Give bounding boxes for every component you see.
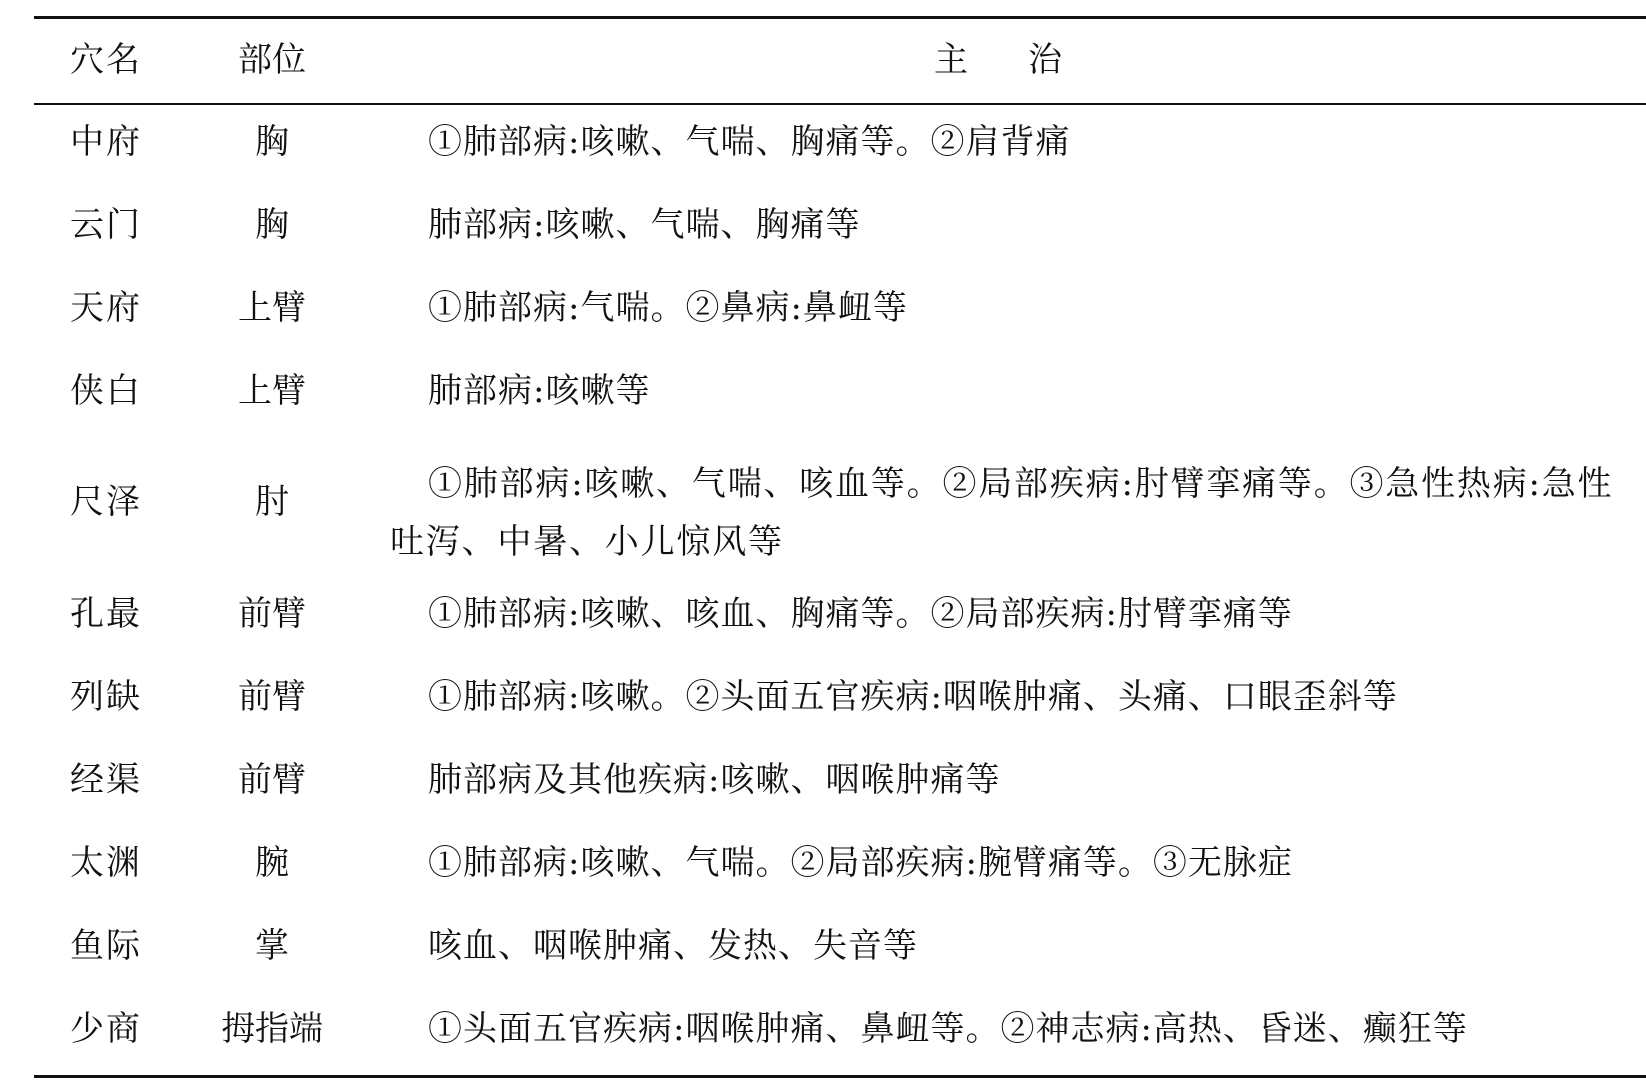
point-name: 少商 [70, 1008, 142, 1049]
table-row [34, 577, 1646, 660]
table-row [34, 992, 1646, 1075]
point-indications: 咳血、咽喉肿痛、发热、失音等 [428, 925, 918, 966]
table-header-row [34, 19, 1646, 103]
point-indications: ①肺部病:气喘。②鼻病:鼻衄等 [428, 287, 908, 328]
point-name: 云门 [70, 204, 142, 245]
point-location: 前臂 [238, 759, 306, 800]
point-location: 拇指端 [221, 1008, 323, 1049]
table-row [34, 437, 1646, 577]
point-indications: ①肺部病:咳嗽、咳血、胸痛等。②局部疾病:肘臂挛痛等 [428, 593, 1293, 634]
point-location: 上臂 [238, 370, 306, 411]
point-indications: ①肺部病:咳嗽。②头面五官疾病:咽喉肿痛、头痛、口眼歪斜等 [428, 676, 1398, 717]
table-row [34, 743, 1646, 826]
point-location: 腕 [255, 842, 289, 883]
acupoint-table [34, 16, 1646, 1078]
table-row [34, 188, 1646, 271]
header-location: 部位 [238, 40, 306, 80]
point-location: 前臂 [238, 593, 306, 634]
point-name: 列缺 [70, 676, 142, 717]
point-location: 胸 [255, 121, 289, 162]
point-location: 肘 [255, 481, 289, 522]
point-indications: ①肺部病:咳嗽、气喘。②局部疾病:腕臂痛等。③无脉症 [428, 842, 1293, 883]
table-row [34, 826, 1646, 909]
point-location: 前臂 [238, 676, 306, 717]
point-name: 太渊 [70, 842, 142, 883]
point-name: 中府 [70, 121, 142, 162]
point-location: 上臂 [238, 287, 306, 328]
point-name: 孔最 [70, 593, 142, 634]
point-name: 鱼际 [70, 925, 142, 966]
point-location: 胸 [255, 204, 289, 245]
table-row [34, 660, 1646, 743]
table-row [34, 271, 1646, 354]
header-point-name: 穴名 [70, 40, 142, 80]
header-indications: 主治 [934, 40, 1122, 80]
point-indications: ①肺部病:咳嗽、气喘、胸痛等。②肩背痛 [428, 121, 1071, 162]
point-indications: 肺部病:咳嗽等 [428, 370, 651, 411]
point-location: 掌 [255, 925, 289, 966]
point-indications: ①头面五官疾病:咽喉肿痛、鼻衄等。②神志病:高热、昏迷、癫狂等 [428, 1008, 1468, 1049]
point-indications: 肺部病:咳嗽、气喘、胸痛等 [428, 204, 861, 245]
point-indications: ①肺部病:咳嗽、气喘、咳血等。②局部疾病:肘臂挛痛等。③急性热病:急性吐泻、中暑、小儿惊风等 [390, 463, 1614, 562]
point-name: 天府 [70, 287, 142, 328]
table-row [34, 909, 1646, 992]
table-row [34, 105, 1646, 188]
point-name: 侠白 [70, 370, 142, 411]
point-indications: 肺部病及其他疾病:咳嗽、咽喉肿痛等 [428, 759, 1001, 800]
table-bottom-rule [34, 1075, 1646, 1078]
point-name: 经渠 [70, 759, 142, 800]
point-name: 尺泽 [70, 481, 142, 522]
table-row [34, 354, 1646, 437]
